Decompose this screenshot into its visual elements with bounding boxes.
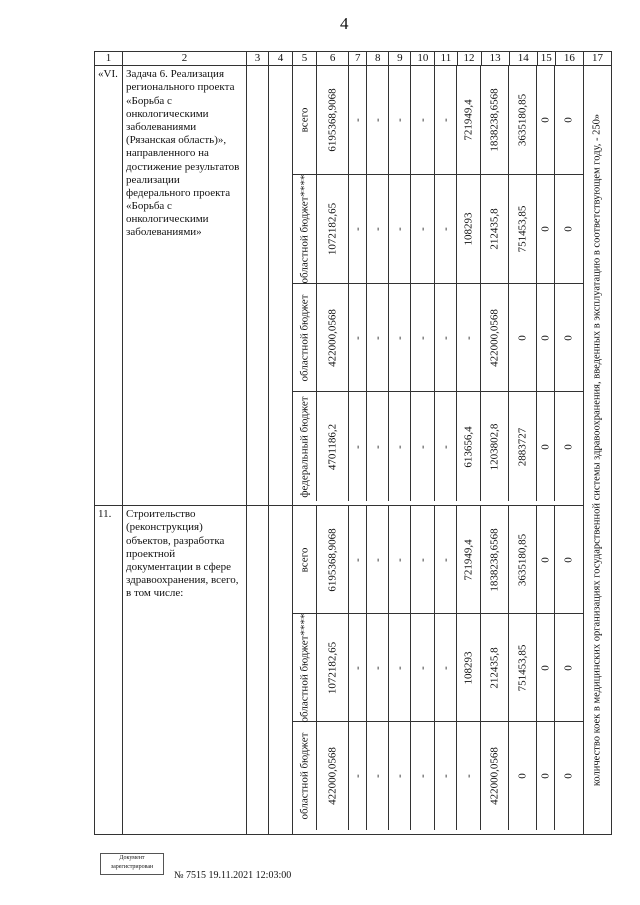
row-11-g2-c15 — [537, 614, 555, 721]
row-vi-g4-c15 — [537, 392, 555, 501]
cell-value: - — [350, 774, 363, 779]
row-11-g2-c7 — [349, 614, 367, 721]
cell-value: - — [392, 557, 405, 562]
cell-value: 0 — [538, 773, 551, 779]
cell-value: - — [438, 557, 451, 562]
row-11-g2-c13 — [481, 614, 509, 721]
row-11-g2-c9 — [389, 614, 411, 721]
cell-value: - — [370, 226, 383, 231]
cell-value: - — [370, 335, 383, 340]
cell-value: - — [438, 335, 451, 340]
row-vi-g2-c12 — [457, 175, 481, 283]
row-11-g3-c16 — [555, 722, 583, 830]
cell-value: - — [350, 444, 363, 449]
row-vi-g4-c13 — [481, 392, 509, 501]
row-11-g2-c8 — [367, 614, 389, 721]
cell-value: - — [392, 774, 405, 779]
cell-value: 0 — [562, 117, 575, 123]
row-vi-g3-c6 — [317, 284, 349, 392]
cell-value: - — [370, 557, 383, 562]
row-vi-g4-c9 — [389, 392, 411, 501]
header-col-9: 9 — [389, 52, 411, 66]
row-vi — [95, 66, 612, 506]
row-11-g3-c9 — [389, 722, 411, 830]
row-11-g3-c7 — [349, 722, 367, 830]
row-vi-g1-label — [293, 66, 317, 174]
row-vi-g4-label — [293, 392, 317, 501]
header-col-1: 1 — [95, 52, 123, 66]
row-11-g2-c11 — [435, 614, 457, 721]
cell-value: - — [461, 774, 474, 779]
row-vi-g3-c13 — [481, 284, 509, 392]
header-row — [95, 52, 612, 66]
row-vi-g4-c7 — [349, 392, 367, 501]
row-vi-g2-c16 — [555, 175, 583, 283]
cell-value: - — [392, 665, 405, 670]
row-11-g2-c10 — [411, 614, 435, 721]
row-vi-g1-c14 — [509, 66, 537, 174]
cell-value: - — [415, 444, 428, 449]
cell-value: 0 — [562, 444, 575, 450]
cell-value: 2883727 — [515, 427, 528, 467]
row-11-g1-c14 — [509, 506, 537, 613]
row-vi-group-1 — [293, 66, 583, 175]
row-vi-g3-c10 — [411, 284, 435, 392]
cell-value: 3635180,85 — [515, 533, 528, 586]
cell-value: - — [415, 774, 428, 779]
row-vi-g1-c6 — [317, 66, 349, 174]
header-col-4: 4 — [269, 52, 293, 66]
row-vi-g1-c15 — [537, 66, 555, 174]
row-11-group-1 — [293, 506, 583, 614]
row-11-g3-label — [293, 722, 317, 830]
cell-value: - — [350, 226, 363, 231]
row-vi-g2-c13 — [481, 175, 509, 283]
cell-value: 0 — [538, 444, 551, 450]
cell-value: - — [438, 665, 451, 670]
row-vi-group-3 — [293, 284, 583, 393]
row-11-g1-c7 — [349, 506, 367, 613]
cell-value: 422000,0568 — [325, 747, 338, 806]
header-col-10: 10 — [411, 52, 435, 66]
row-11-g3-c8 — [367, 722, 389, 830]
cell-value: 4701186,2 — [325, 423, 338, 470]
row-11-g1-label — [293, 506, 317, 613]
row-11 — [95, 506, 612, 835]
row-vi-col4 — [269, 66, 293, 506]
cell-value: 1203802,8 — [487, 423, 500, 471]
header-col-8: 8 — [367, 52, 389, 66]
row-vi-g3-c11 — [435, 284, 457, 392]
cell-value: - — [370, 444, 383, 449]
cell-value: 751453,85 — [515, 205, 528, 253]
row-vi-g2-c9 — [389, 175, 411, 283]
cell-value: 108293 — [461, 651, 474, 685]
cell-value: 6195368,9068 — [325, 88, 338, 152]
row-11-g1-c11 — [435, 506, 457, 613]
row-11-g3-c10 — [411, 722, 435, 830]
cell-value: - — [415, 335, 428, 340]
row-11-g3-c15 — [537, 722, 555, 830]
row-vi-g1-c16 — [555, 66, 583, 174]
cell-value: - — [438, 774, 451, 779]
funding-source-label: областной бюджет**** — [297, 174, 310, 284]
funding-source-label: всего — [297, 547, 310, 573]
cell-value: 0 — [515, 773, 528, 779]
header-col-15: 15 — [537, 52, 555, 66]
row-vi-g3-c12 — [457, 284, 481, 392]
page-number: 4 — [340, 14, 349, 33]
row-vi-g3-c7 — [349, 284, 367, 392]
header-col-5: 5 — [293, 52, 317, 66]
cell-value: 1838238,6568 — [487, 88, 500, 152]
cell-value: - — [415, 226, 428, 231]
cell-value: 212435,8 — [487, 208, 500, 250]
row-11-g3-c6 — [317, 722, 349, 830]
cell-value: 0 — [515, 334, 528, 341]
cell-value: 422000,0568 — [487, 308, 500, 367]
cell-value: - — [415, 665, 428, 670]
cell-value: 422000,0568 — [487, 747, 500, 806]
row-11-g1-c6 — [317, 506, 349, 613]
cell-value: 212435,8 — [487, 647, 500, 689]
row-11-g1-c12 — [457, 506, 481, 613]
header-col-2: 2 — [123, 52, 247, 66]
row-vi-g1-c8 — [367, 66, 389, 174]
registration-number: № 7515 19.11.2021 12:03:00 — [174, 870, 292, 881]
row-vi-g4-c6 — [317, 392, 349, 501]
row-11-group-3 — [293, 722, 583, 830]
cell-value: 721949,4 — [461, 99, 474, 141]
row-11-g3-c13 — [481, 722, 509, 830]
cell-value: - — [392, 444, 405, 449]
row-vi-group-4 — [293, 392, 583, 501]
row-vi-g2-c7 — [349, 175, 367, 283]
row-11-group-2 — [293, 614, 583, 722]
header-col-7: 7 — [349, 52, 367, 66]
cell-value: - — [350, 118, 363, 122]
cell-value: - — [350, 557, 363, 562]
row-vi-g3-label — [293, 284, 317, 392]
cell-value: 0 — [538, 334, 551, 341]
row-vi-g2-c11 — [435, 175, 457, 283]
row-vi-number: «VI. — [95, 66, 123, 506]
row-11-number: 11. — [95, 506, 123, 835]
row-vi-g2-c6 — [317, 175, 349, 283]
row-11-g2-c16 — [555, 614, 583, 721]
cell-value: 1072182,65 — [325, 202, 338, 255]
footnote-text: количество коек в медицинских организациях государственной системы здравоохранения, введенных в эксплуатацию в соответствующем году, - 250» — [591, 114, 603, 787]
row-11-grid — [293, 506, 584, 835]
row-11-g2-c12 — [457, 614, 481, 721]
row-vi-g4-c14 — [509, 392, 537, 501]
row-11-g3-c12 — [457, 722, 481, 830]
row-11-g1-c8 — [367, 506, 389, 613]
cell-value: 0 — [538, 226, 551, 232]
row-11-g3-c14 — [509, 722, 537, 830]
row-vi-g3-c8 — [367, 284, 389, 392]
header-col-13: 13 — [481, 52, 509, 66]
row-vi-g4-c11 — [435, 392, 457, 501]
row-vi-g4-c16 — [555, 392, 583, 501]
row-vi-g3-c15 — [537, 284, 555, 392]
row-vi-g2-c14 — [509, 175, 537, 283]
row-vi-g1-c12 — [457, 66, 481, 174]
row-vi-g1-c7 — [349, 66, 367, 174]
header-col-14: 14 — [509, 52, 537, 66]
header-col-12: 12 — [457, 52, 481, 66]
row-vi-g3-c16 — [555, 284, 583, 392]
row-11-g3-c11 — [435, 722, 457, 830]
row-11-g1-c15 — [537, 506, 555, 613]
row-11-title: Строительство (реконструкция) объектов, разработка проектной документации в сфере здравоохранения, всего, в том числе: — [123, 506, 247, 835]
row-vi-g4-c10 — [411, 392, 435, 501]
row-vi-g4-c12 — [457, 392, 481, 501]
header-col-3: 3 — [247, 52, 269, 66]
cell-value: - — [370, 665, 383, 670]
cell-value: 751453,85 — [515, 644, 528, 692]
cell-value: - — [392, 118, 405, 122]
cell-value: - — [438, 444, 451, 449]
cell-value: 1072182,65 — [325, 641, 338, 694]
cell-value: 0 — [562, 226, 575, 232]
cell-value: 0 — [538, 556, 551, 563]
row-11-g2-c6 — [317, 614, 349, 721]
cell-value: - — [392, 226, 405, 231]
registration-stamp: Документ зарегистрирован — [100, 853, 164, 875]
cell-value: 6195368,9068 — [325, 528, 338, 592]
row-11-g1-c10 — [411, 506, 435, 613]
cell-value: 0 — [538, 664, 551, 671]
cell-value: - — [370, 118, 383, 122]
row-vi-g2-c10 — [411, 175, 435, 283]
row-vi-g1-c10 — [411, 66, 435, 174]
row-vi-g1-c11 — [435, 66, 457, 174]
cell-value: 3635180,85 — [515, 93, 528, 147]
cell-value: 0 — [562, 556, 575, 563]
cell-value: - — [392, 335, 405, 340]
row-vi-g3-c9 — [389, 284, 411, 392]
funding-source-label: областной бюджет**** — [297, 613, 310, 723]
cell-value: 613656,4 — [461, 426, 474, 468]
cell-value: 0 — [562, 664, 575, 671]
row-vi-grid — [293, 66, 584, 506]
funding-source-label: федеральный бюджет — [297, 396, 310, 498]
cell-value: - — [350, 335, 363, 340]
row-vi-g2-c8 — [367, 175, 389, 283]
row-11-g1-c16 — [555, 506, 583, 613]
cell-value: - — [438, 226, 451, 231]
row-11-g1-c13 — [481, 506, 509, 613]
cell-value: - — [461, 335, 474, 340]
row-vi-g3-c14 — [509, 284, 537, 392]
header-col-16: 16 — [555, 52, 583, 66]
cell-value: 1838238,6568 — [487, 528, 500, 592]
row-vi-g2-label — [293, 175, 317, 283]
row-11-g1-c9 — [389, 506, 411, 613]
row-vi-col3 — [247, 66, 269, 506]
cell-value: 721949,4 — [461, 539, 474, 581]
cell-value: 0 — [538, 117, 551, 123]
funding-source-label: областной бюджет — [297, 294, 310, 382]
header-col-17: 17 — [584, 52, 612, 66]
program-table — [94, 51, 612, 835]
header-col-6: 6 — [317, 52, 349, 66]
row-11-col3 — [247, 506, 269, 835]
row-vi-title: Задача 6. Реализация регионального проекта «Борьба с онкологическими заболеваниями (Рязанская область)», направленного на достижение результатов реализации федерального проекта «Борьба с онкологическими заболеваниями» — [123, 66, 247, 506]
cell-value: - — [438, 118, 451, 122]
row-11-col4 — [269, 506, 293, 835]
row-vi-g2-c15 — [537, 175, 555, 283]
cell-value: 0 — [562, 334, 575, 341]
row-11-g2-c14 — [509, 614, 537, 721]
row-vi-g4-c8 — [367, 392, 389, 501]
footnote-cell — [584, 66, 612, 835]
row-11-g2-label — [293, 614, 317, 721]
header-col-11: 11 — [435, 52, 457, 66]
funding-source-label: областной бюджет — [297, 732, 310, 820]
row-vi-g1-c9 — [389, 66, 411, 174]
cell-value: - — [415, 557, 428, 562]
funding-source-label: всего — [297, 107, 310, 133]
cell-value: 422000,0568 — [325, 308, 338, 367]
cell-value: - — [415, 118, 428, 122]
cell-value: 0 — [562, 773, 575, 779]
cell-value: - — [370, 774, 383, 779]
cell-value: 108293 — [461, 212, 474, 246]
row-vi-group-2 — [293, 175, 583, 284]
cell-value: - — [350, 665, 363, 670]
row-vi-g1-c13 — [481, 66, 509, 174]
